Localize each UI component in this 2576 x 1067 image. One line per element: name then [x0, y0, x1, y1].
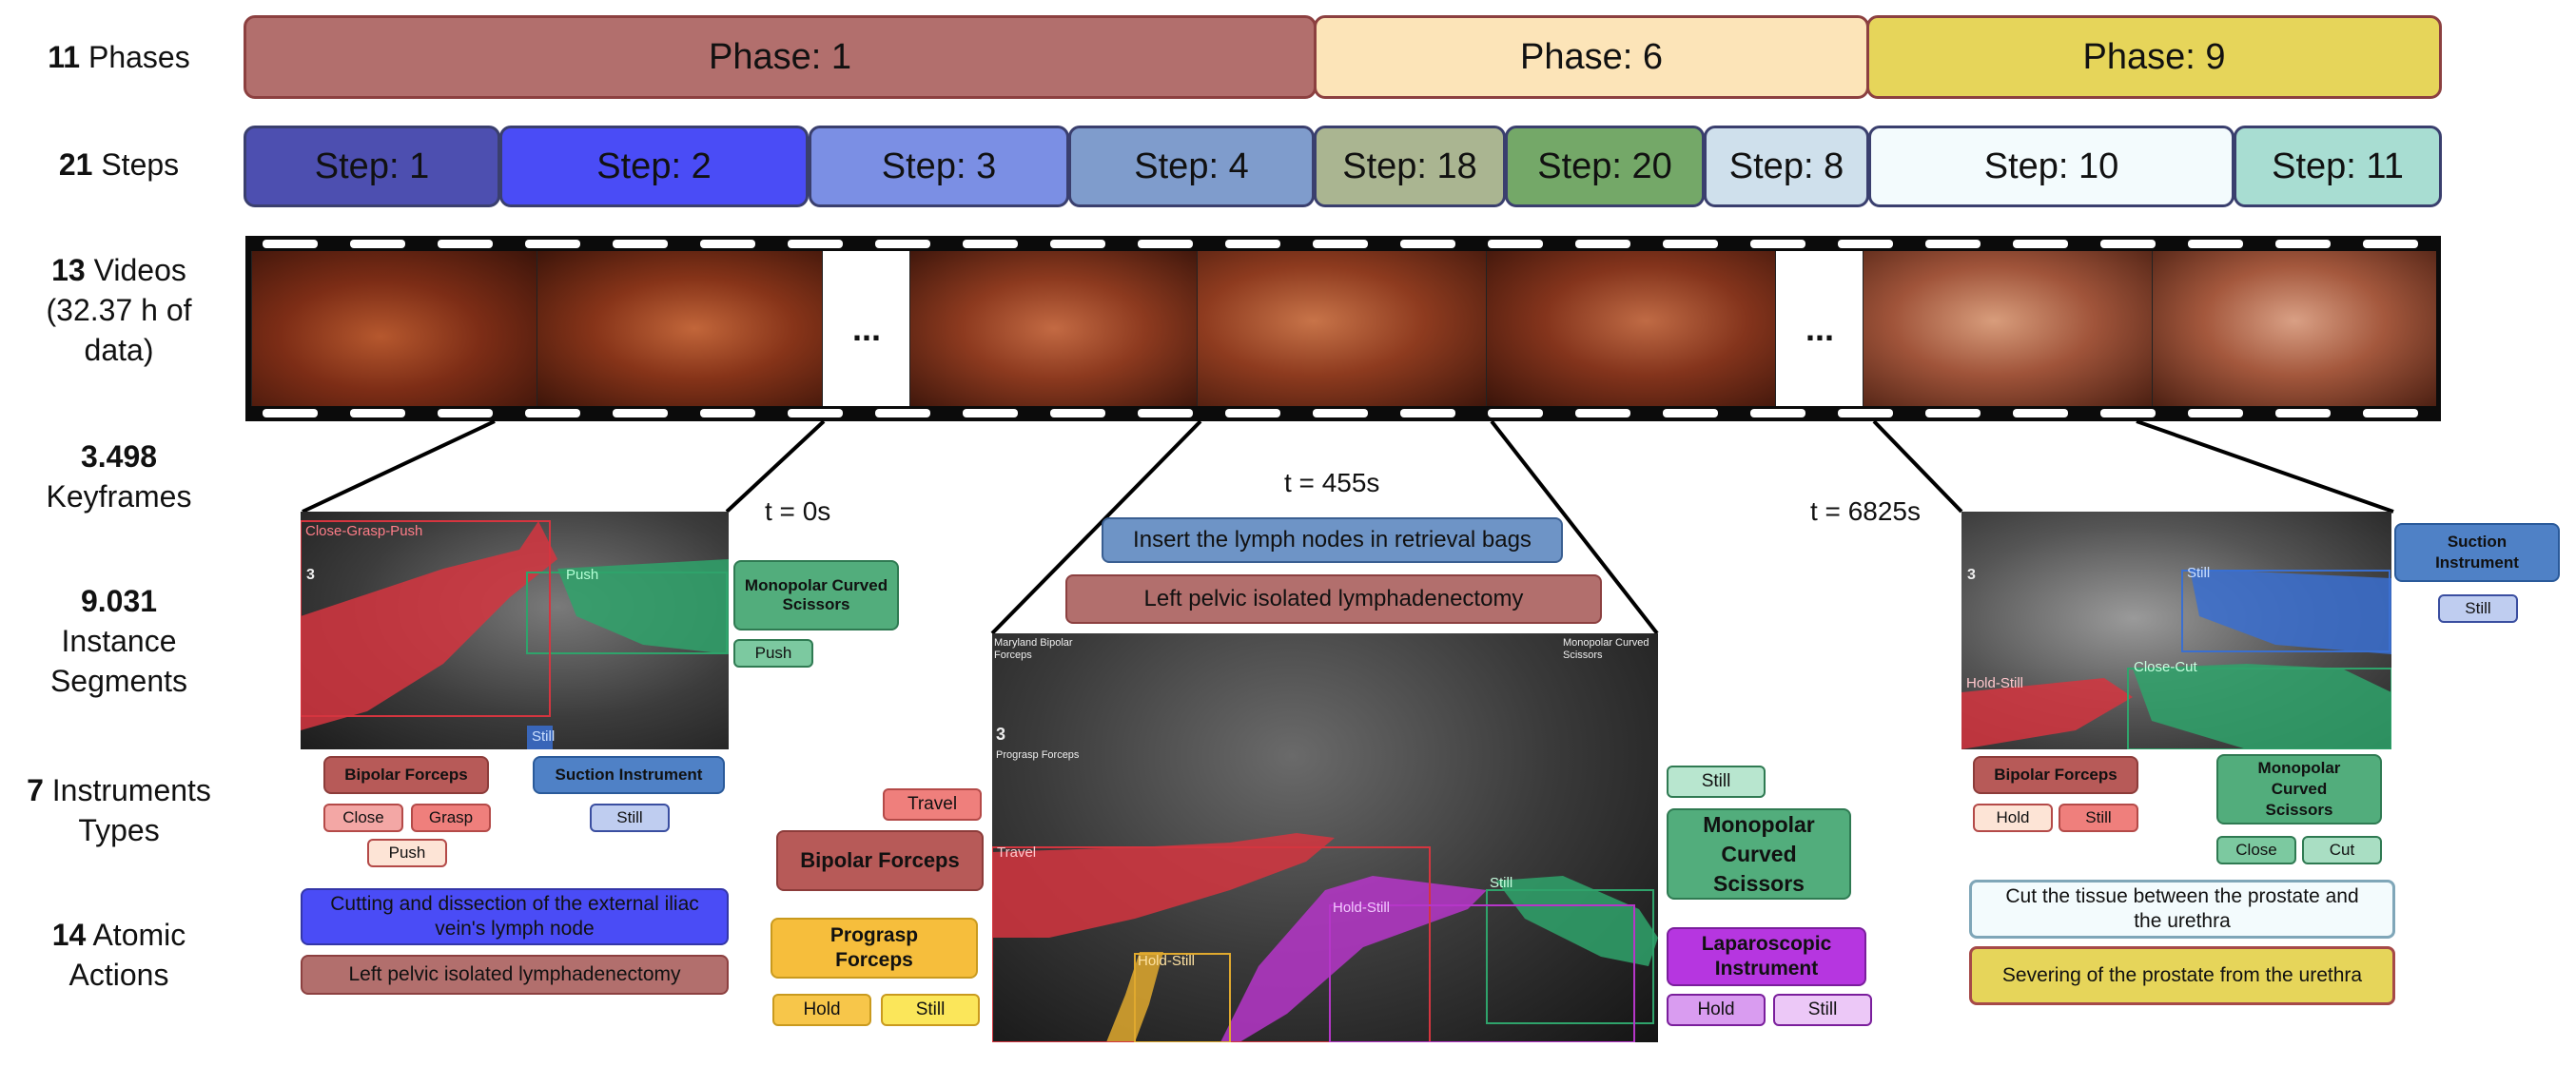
kf1-action-still: Still — [590, 804, 670, 832]
kf3-action-still-red: Still — [2059, 804, 2138, 832]
stat-actions-line2: Actions — [68, 958, 169, 992]
film-sprocket-hole — [525, 240, 580, 248]
film-sprocket-hole — [2100, 409, 2156, 417]
kf2-action-travel: Travel — [883, 788, 982, 821]
kf3-action-cut: Cut — [2302, 836, 2382, 864]
film-sprocket-hole — [1575, 409, 1630, 417]
stat-videos — [0, 250, 238, 370]
kf1-action-close: Close — [323, 804, 403, 832]
film-sprocket-hole — [2100, 240, 2156, 248]
kf1-label-suction: Suction Instrument — [533, 756, 725, 794]
kf2-label-laparoscopic: Laparoscopic Instrument — [1667, 927, 1866, 986]
time-label-0s: t = 0s — [765, 496, 831, 526]
film-sprocket-hole — [963, 409, 1018, 417]
film-sprocket-hole — [438, 409, 493, 417]
kf1-hud-three: 3 — [306, 567, 315, 583]
kf3-label-bipolar: Bipolar Forceps — [1973, 756, 2138, 794]
video-frame-7 — [2152, 251, 2436, 406]
stat-keyframes — [0, 436, 238, 516]
stat-instruments-line2: Types — [78, 813, 160, 847]
kf2-step-description: Insert the lymph nodes in retrieval bags — [1102, 517, 1563, 563]
keyframe-2-image — [992, 633, 1658, 1042]
film-sprocket-hole — [1313, 409, 1368, 417]
video-frame-6 — [1863, 251, 2153, 406]
film-sprocket-hole — [1925, 409, 1981, 417]
kf2-hud-right: Monopolar Curved Scissors — [1563, 637, 1649, 661]
stat-segments-line2: Segments — [49, 664, 188, 698]
stat-keyframes-text: Keyframes — [46, 479, 192, 514]
film-sprocket-hole — [1400, 240, 1455, 248]
kf1-action-push-red: Push — [367, 839, 447, 867]
kf3-action-hold: Hold — [1973, 804, 2053, 832]
film-sprocket-hole — [1663, 240, 1718, 248]
kf2-action-still-green: Still — [1667, 766, 1766, 798]
stat-instruments — [0, 770, 238, 850]
keyframe-3-image — [1961, 512, 2391, 749]
stat-videos-line1: Videos — [93, 253, 186, 287]
stat-instruments-line1: Instruments — [51, 773, 211, 807]
video-frame-ellipsis-2: ... — [1775, 251, 1864, 406]
film-sprocket-hole — [263, 409, 318, 417]
connector-kf1-left — [302, 421, 495, 512]
stat-actions-num: 14 — [51, 918, 87, 952]
kf2-action-still-purple: Still — [1773, 994, 1872, 1026]
kf1-phase-description: Left pelvic isolated lymphadenectomy — [301, 955, 729, 995]
step-2-bar: Step: 2 — [499, 126, 809, 207]
kf2-phase-description: Left pelvic isolated lymphadenectomy — [1065, 574, 1602, 624]
kf1-tag-action: Close-Grasp-Push — [305, 523, 423, 539]
kf3-action-still-blue: Still — [2438, 594, 2518, 623]
kf2-action-hold: Hold — [772, 994, 871, 1026]
kf2-label-bipolar: Bipolar Forceps — [776, 830, 984, 891]
stat-videos-line3: data) — [84, 333, 154, 367]
stat-phases-num: 11 — [48, 40, 81, 74]
video-film-strip — [245, 236, 2441, 421]
film-sprocket-hole — [875, 240, 930, 248]
film-sprocket-hole — [1225, 240, 1280, 248]
phase-6-bar: Phase: 6 — [1314, 15, 1869, 99]
stat-actions-line1: Atomic — [92, 918, 186, 952]
film-sprocket-hole — [2013, 409, 2068, 417]
connector-kf3-right — [2137, 421, 2393, 512]
film-sprocket-hole — [1400, 409, 1455, 417]
stat-steps-text: Steps — [101, 147, 180, 182]
step-11-bar: Step: 11 — [2234, 126, 2442, 207]
stat-phases-text: Phases — [88, 40, 190, 74]
film-sprocket-hole — [1838, 240, 1893, 248]
kf3-monopolar-mask — [2133, 664, 2391, 749]
film-sprocket-hole — [963, 240, 1018, 248]
kf2-hud-three: 3 — [996, 725, 1006, 744]
stat-phases — [0, 37, 238, 77]
stat-actions — [0, 915, 238, 995]
time-label-6825s: t = 6825s — [1810, 496, 1921, 526]
kf2-hud-left: Maryland Bipolar Forceps — [994, 637, 1073, 661]
stat-videos-num: 13 — [51, 253, 86, 287]
phase-9-bar: Phase: 9 — [1866, 15, 2442, 99]
video-frame-5 — [1486, 251, 1776, 406]
step-3-bar: Step: 3 — [809, 126, 1069, 207]
kf2-tag-holdstill: Hold-Still — [1333, 900, 1391, 916]
kf3-tag-still: Still — [2187, 565, 2211, 581]
keyframe-1-masks — [301, 512, 729, 749]
kf2-tag-holdstill-yellow: Hold-Still — [1138, 953, 1196, 969]
kf1-step-description: Cutting and dissection of the external iliac vein's lymph node — [301, 888, 729, 945]
film-sprocket-hole — [1225, 409, 1280, 417]
kf2-action-hold-purple: Hold — [1667, 994, 1766, 1026]
kf3-tag-closecut: Close-Cut — [2134, 659, 2197, 675]
film-sprocket-hole — [1313, 240, 1368, 248]
step-10-bar: Step: 10 — [1868, 126, 2234, 207]
film-sprocket-hole — [350, 240, 405, 248]
film-sprocket-hole — [700, 409, 755, 417]
film-sprocket-hole — [2275, 240, 2331, 248]
kf1-tag-push: Push — [566, 567, 599, 583]
video-frame-2 — [537, 251, 823, 406]
film-sprocket-hole — [2363, 409, 2418, 417]
video-frame-1 — [251, 251, 537, 406]
film-sprocket-hole — [438, 240, 493, 248]
kf2-hud-prograsp: Prograsp Forceps — [996, 749, 1080, 761]
stat-segments — [0, 581, 238, 701]
kf2-bipolar-mask — [992, 833, 1335, 938]
film-sprocket-hole — [1663, 409, 1718, 417]
film-sprocket-hole — [788, 409, 843, 417]
film-sprocket-hole — [2188, 409, 2243, 417]
stat-steps — [0, 145, 238, 184]
film-sprocket-hole — [875, 409, 930, 417]
kf3-phase-description: Severing of the prostate from the urethra — [1969, 946, 2395, 1005]
stat-instruments-num: 7 — [27, 773, 44, 807]
stat-keyframes-num: 3.498 — [80, 439, 158, 474]
stat-segments-line1: Instance — [61, 624, 177, 658]
kf3-step-description: Cut the tissue between the prostate and the urethra — [1969, 880, 2395, 939]
step-18-bar: Step: 18 — [1314, 126, 1506, 207]
phase-1-bar: Phase: 1 — [244, 15, 1317, 99]
film-sprocket-hole — [350, 409, 405, 417]
kf2-tag-travel: Travel — [997, 844, 1037, 861]
bipolar-forceps-mask — [301, 521, 557, 730]
kf1-label-monopolar: Monopolar Curved Scissors — [733, 560, 899, 630]
film-sprocket-hole — [1925, 240, 1981, 248]
stat-steps-num: 21 — [58, 147, 93, 182]
film-sprocket-hole — [2275, 409, 2331, 417]
film-sprocket-hole — [613, 409, 668, 417]
step-20-bar: Step: 20 — [1505, 126, 1705, 207]
kf2-label-monopolar: Monopolar Curved Scissors — [1667, 808, 1851, 900]
film-sprocket-hole — [700, 240, 755, 248]
kf3-label-suction: Suction Instrument — [2394, 523, 2560, 582]
step-8-bar: Step: 8 — [1704, 126, 1869, 207]
video-frame-4 — [1197, 251, 1487, 406]
film-sprocket-hole — [1050, 240, 1105, 248]
film-sprocket-hole — [2363, 240, 2418, 248]
film-sprocket-hole — [263, 240, 318, 248]
film-sprocket-hole — [1575, 240, 1630, 248]
stat-videos-line2: (32.37 h of — [46, 293, 192, 327]
kf2-action-still-yellow: Still — [881, 994, 980, 1026]
stat-segments-num: 9.031 — [80, 584, 158, 618]
keyframe-2-masks — [992, 633, 1658, 1042]
film-sprocket-hole — [1838, 409, 1893, 417]
video-frame-3 — [909, 251, 1198, 406]
kf3-tag-holdstill: Hold-Still — [1966, 675, 2024, 691]
film-sprocket-hole — [525, 409, 580, 417]
kf1-label-bipolar: Bipolar Forceps — [323, 756, 489, 794]
time-label-455s: t = 455s — [1284, 468, 1380, 497]
kf1-action-push: Push — [733, 639, 813, 668]
film-sprocket-hole — [2013, 240, 2068, 248]
video-frame-ellipsis-1: ... — [822, 251, 910, 406]
film-sprocket-hole — [788, 240, 843, 248]
film-sprocket-hole — [613, 240, 668, 248]
film-sprocket-hole — [1138, 409, 1193, 417]
film-sprocket-hole — [1750, 409, 1805, 417]
keyframe-3-masks — [1961, 512, 2391, 749]
keyframe-1-image — [301, 512, 729, 749]
kf1-tag-still: Still — [532, 728, 556, 745]
step-1-bar: Step: 1 — [244, 126, 500, 207]
film-sprocket-hole — [1050, 409, 1105, 417]
film-sprocket-hole — [2188, 240, 2243, 248]
kf3-action-close: Close — [2216, 836, 2296, 864]
step-4-bar: Step: 4 — [1068, 126, 1315, 207]
kf2-tag-still: Still — [1490, 875, 1513, 891]
kf3-hud-three: 3 — [1967, 567, 1976, 583]
film-sprocket-hole — [1488, 240, 1543, 248]
film-sprocket-hole — [1138, 240, 1193, 248]
film-sprocket-hole — [1750, 240, 1805, 248]
kf2-label-prograsp: Prograsp Forceps — [771, 918, 978, 979]
film-sprocket-hole — [1488, 409, 1543, 417]
kf3-suction-mask — [2190, 569, 2391, 654]
kf1-action-grasp: Grasp — [411, 804, 491, 832]
kf3-label-monopolar: Monopolar Curved Scissors — [2216, 754, 2382, 824]
